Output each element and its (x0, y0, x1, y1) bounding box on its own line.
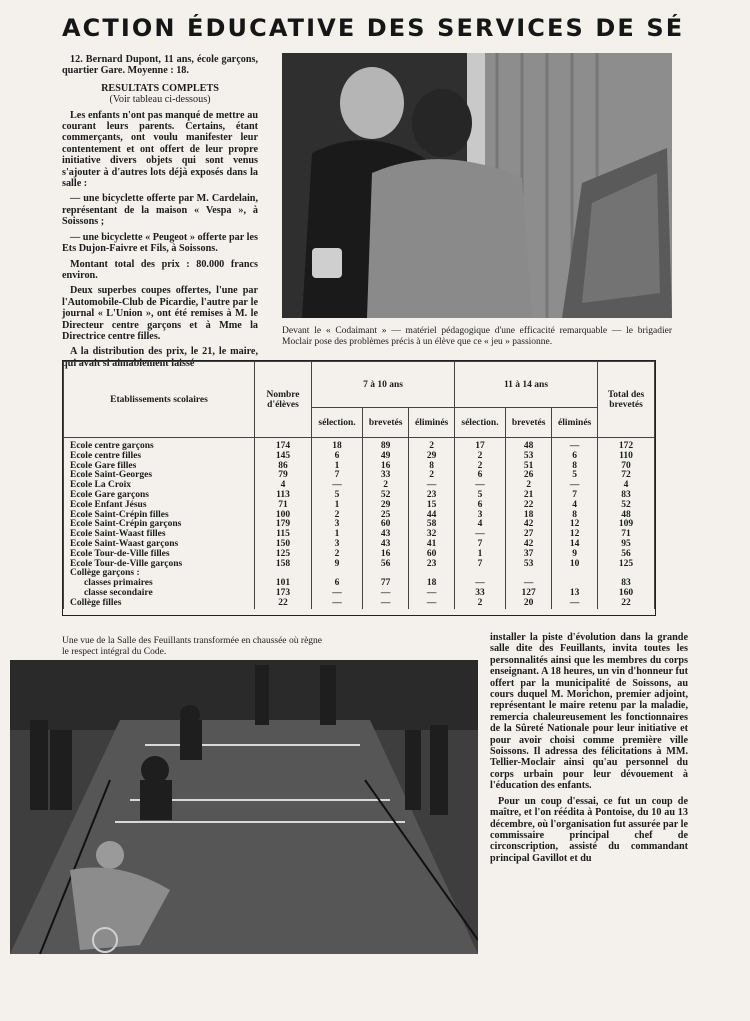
cell-elim2: 8 (552, 462, 598, 472)
cell-brev2: 51 (506, 462, 552, 472)
cell-brev2: 53 (506, 452, 552, 462)
cell-elim1: 15 (409, 501, 455, 511)
left-text-column (62, 54, 258, 373)
establishment-name: Ecole Gare garçons (64, 491, 255, 501)
paragraph: 12. Bernard Dupont, 11 ans, école garçons, quartier Gare. Moyenne : 18. (62, 54, 258, 77)
cell-pupils: 101 (255, 579, 312, 589)
cell-pupils: 125 (255, 550, 312, 560)
cell-brev1: 56 (363, 560, 409, 570)
cell-pupils: 22 (255, 599, 312, 609)
cell-total: 95 (598, 540, 655, 550)
cell-sel1: — (312, 481, 363, 491)
establishment-name: Ecole La Croix (64, 481, 255, 491)
cell-brev1: 52 (363, 491, 409, 501)
establishment-name: classes primaires (64, 579, 255, 589)
cell-brev2: 48 (506, 438, 552, 452)
cell-sel2: 6 (454, 501, 505, 511)
cell-elim2: — (552, 599, 598, 609)
establishment-name: Ecole Saint-Waast garçons (64, 540, 255, 550)
cell-elim1: 2 (409, 438, 455, 452)
paragraph: — une bicyclette « Peugeot » offerte par les Ets Dujon-Faivre et Fils, à Soissons. (62, 231, 258, 255)
cell-brev2: 22 (506, 501, 552, 511)
establishment-name: Ecole Saint-Georges (64, 471, 255, 481)
cell-brev1: 89 (363, 438, 409, 452)
paragraph: Les enfants n'ont pas manqué de mettre au courant leurs parents. Certains, étant commerçants, ont voulu manifester leur contentement et ont offert de leur propre initiative divers objets qui sont venus s'ajouter à d'autres lots déjà exposés dans la salle : (62, 109, 258, 190)
cell-sel1: 1 (312, 530, 363, 540)
cell-brev2: 27 (506, 530, 552, 540)
top-photo-caption: Devant le « Codaimant » — matériel pédagogique d'une efficacité remarquable — le brigadier Moclair pose des problèmes précis à un élève que ce « jeu » passionne. (282, 326, 672, 347)
paragraph: A la distribution des prix, le 21, le maire, qui avait si aimablement laissé (62, 346, 258, 369)
cell-pupils: 179 (255, 520, 312, 530)
table-row (64, 462, 655, 472)
cell-sel2: 5 (454, 491, 505, 501)
cell-elim1: 23 (409, 491, 455, 501)
cell-pupils: 4 (255, 481, 312, 491)
cell-total: 125 (598, 560, 655, 570)
cell-pupils: 145 (255, 452, 312, 462)
cell-pupils: 71 (255, 501, 312, 511)
paragraph: Deux superbes coupes offertes, l'une par l'Automobile-Club de Picardie, l'autre par le journal « L'Union », ont été remises à M. le Directeur centre garçons et à Mme la Directrice centre filles. (62, 285, 258, 342)
cell-elim1: — (409, 481, 455, 491)
cell-total: 83 (598, 579, 655, 589)
cell-sel2: 6 (454, 471, 505, 481)
cell-total: 71 (598, 530, 655, 540)
establishment-name: Collège garçons : (64, 569, 255, 579)
table-row (64, 481, 655, 491)
header-elimines: éliminés (552, 408, 598, 438)
cell-pupils: 100 (255, 511, 312, 521)
section-heading: RESULTATS COMPLETS (101, 82, 219, 94)
cell-sel2: 7 (454, 540, 505, 550)
cell-elim1: 44 (409, 511, 455, 521)
cell-elim2: 4 (552, 501, 598, 511)
header-brevetes: brevetés (506, 408, 552, 438)
establishment-name: Ecole Saint-Waast filles (64, 530, 255, 540)
page-title: ACTION ÉDUCATIVE DES SERVICES DE SÉ (62, 14, 685, 42)
cell-sel1: 2 (312, 511, 363, 521)
photo-brigadier-and-pupil (282, 53, 672, 318)
cell-sel2: 4 (454, 520, 505, 530)
right-text-column (490, 632, 688, 868)
cell-sel2: 33 (454, 589, 505, 599)
cell-elim2: 12 (552, 520, 598, 530)
cell-brev1: 60 (363, 520, 409, 530)
header-selection: sélection. (312, 408, 363, 438)
cell-elim1: — (409, 599, 455, 609)
paragraph: Pour un coup d'essai, ce fut un coup de maître, et l'on réédita à Pontoise, du 10 au 13 décembre, où l'organisation fut assurée par le commissaire principal chef de circonscription, assisté du commandant principal Gavillot et du (490, 795, 688, 864)
header-pupils: Nombre d'élèves (255, 362, 312, 438)
cell-brev2: 37 (506, 550, 552, 560)
header-elimines: éliminés (409, 408, 455, 438)
cell-sel2: 2 (454, 462, 505, 472)
cell-elim1: 29 (409, 452, 455, 462)
cell-brev1: 49 (363, 452, 409, 462)
cell-total: 48 (598, 511, 655, 521)
establishment-name: Ecole centre garçons (64, 438, 255, 452)
table-row (64, 471, 655, 481)
cell-brev1: 2 (363, 481, 409, 491)
cell-brev1: 16 (363, 462, 409, 472)
photo-cycling-track (10, 660, 478, 954)
cell-elim2: 5 (552, 471, 598, 481)
header-establishments: Etablissements scolaires (64, 362, 255, 438)
cell-total: 52 (598, 501, 655, 511)
cell-sel1: 2 (312, 550, 363, 560)
establishment-name: Ecole Tour-de-Ville filles (64, 550, 255, 560)
cell-brev1: — (363, 589, 409, 599)
cell-brev2: 21 (506, 491, 552, 501)
cell-brev1: 16 (363, 550, 409, 560)
header-brevetes: brevetés (363, 408, 409, 438)
cell-pupils: 158 (255, 560, 312, 570)
cell-elim1: 58 (409, 520, 455, 530)
paragraph: installer la piste d'évolution dans la grande salle dite des Feuillants, invita toutes les personnalités ainsi que les membres du corps enseignant. A 18 heures, un vin d'honneur fut offert par la municipalité de Soissons, au cours duquel M. Morichon, premier adjoint, représentant le maire retenu par la maladie, remercia chaleureusement les fonctionnaires de la Sûreté Nationale pour leur initiative et pour avoir choisi comme première ville Soissons. Il adressa des félicitations à MM. Tellier-Moclair ainsi qu'au personnel du corps urbain pour leur dévouement à l'éducation des enfants. (490, 632, 688, 792)
cell-pupils: 86 (255, 462, 312, 472)
cell-sel1: 6 (312, 579, 363, 589)
cell-brev2: — (506, 579, 552, 589)
cell-elim2: 7 (552, 491, 598, 501)
cell-pupils: 173 (255, 589, 312, 599)
cell-elim1: 2 (409, 471, 455, 481)
cell-pupils: 115 (255, 530, 312, 540)
cell-pupils: 174 (255, 438, 312, 452)
cell-elim1: 32 (409, 530, 455, 540)
cell-total: 83 (598, 491, 655, 501)
top-photo (282, 53, 672, 318)
cell-sel1: 9 (312, 560, 363, 570)
bottom-photo (10, 660, 478, 954)
cell-sel1: — (312, 589, 363, 599)
cell-elim2: 14 (552, 540, 598, 550)
cell-total: 4 (598, 481, 655, 491)
cell-sel1: — (312, 599, 363, 609)
cell-total: 22 (598, 599, 655, 609)
cell-total: 172 (598, 438, 655, 452)
establishment-name: Ecole Saint-Crépin filles (64, 511, 255, 521)
cell-elim2 (552, 569, 598, 579)
cell-elim2: 6 (552, 452, 598, 462)
cell-sel2: — (454, 530, 505, 540)
cell-sel1: 3 (312, 540, 363, 550)
cell-sel1: 6 (312, 452, 363, 462)
cell-sel2: 1 (454, 550, 505, 560)
establishment-name: Collège filles (64, 599, 255, 609)
cell-elim2: 8 (552, 511, 598, 521)
cell-sel1: 7 (312, 471, 363, 481)
cell-brev2: 42 (506, 520, 552, 530)
section-subheading: (Voir tableau ci-dessous) (109, 94, 211, 106)
table-row (64, 560, 655, 570)
cell-total: 160 (598, 589, 655, 599)
cell-elim1: 41 (409, 540, 455, 550)
cell-brev2: 18 (506, 511, 552, 521)
cell-brev1: 43 (363, 530, 409, 540)
paragraph: — une bicyclette offerte par M. Cardelain, représentant de la maison « Vespa », à Soissons ; (62, 193, 258, 228)
cell-brev2: 2 (506, 481, 552, 491)
cell-sel1: 1 (312, 501, 363, 511)
cell-elim2: 10 (552, 560, 598, 570)
cell-sel2: 17 (454, 438, 505, 452)
cell-total: 56 (598, 550, 655, 560)
cell-elim1: — (409, 589, 455, 599)
cell-pupils: 79 (255, 471, 312, 481)
cell-brev2: 26 (506, 471, 552, 481)
table-row (64, 452, 655, 462)
establishment-name: Ecole Tour-de-Ville garçons (64, 560, 255, 570)
cell-elim1: 18 (409, 579, 455, 589)
cell-sel1: 1 (312, 462, 363, 472)
cell-brev2: 53 (506, 560, 552, 570)
cell-pupils: 113 (255, 491, 312, 501)
establishment-name: Ecole Enfant Jésus (64, 501, 255, 511)
cell-sel2: — (454, 579, 505, 589)
cell-brev1: 77 (363, 579, 409, 589)
cell-sel1: 5 (312, 491, 363, 501)
cell-total: 109 (598, 520, 655, 530)
results-table (62, 360, 656, 616)
cell-elim2: 12 (552, 530, 598, 540)
cell-brev1: 29 (363, 501, 409, 511)
table-row (64, 599, 655, 609)
cell-elim1: 8 (409, 462, 455, 472)
header-selection: sélection. (454, 408, 505, 438)
cell-elim1: 23 (409, 560, 455, 570)
cell-elim2: — (552, 481, 598, 491)
cell-brev2: 127 (506, 589, 552, 599)
cell-elim2: 9 (552, 550, 598, 560)
establishment-name: Ecole Gare filles (64, 462, 255, 472)
cell-pupils: 150 (255, 540, 312, 550)
establishment-name: Ecole Saint-Crépin garçons (64, 520, 255, 530)
cell-brev1: 33 (363, 471, 409, 481)
cell-brev1: — (363, 599, 409, 609)
cell-sel1: 3 (312, 520, 363, 530)
bottom-photo-caption: Une vue de la Salle des Feuillants transformée en chaussée où règne le respect intégral du Code. (62, 636, 322, 657)
establishment-name: Ecole centre filles (64, 452, 255, 462)
establishment-name: classe secondaire (64, 589, 255, 599)
cell-sel2: 2 (454, 452, 505, 462)
cell-elim2: — (552, 438, 598, 452)
header-total: Total des brevetés (598, 362, 655, 438)
cell-total: 72 (598, 471, 655, 481)
table-row (64, 438, 655, 452)
cell-elim1: 60 (409, 550, 455, 560)
cell-brev1: 25 (363, 511, 409, 521)
table-row (64, 589, 655, 599)
cell-total: 110 (598, 452, 655, 462)
cell-brev2: 42 (506, 540, 552, 550)
cell-sel2: 7 (454, 560, 505, 570)
cell-total: 70 (598, 462, 655, 472)
header-age-11-14: 11 à 14 ans (454, 362, 597, 408)
cell-sel2: 3 (454, 511, 505, 521)
paragraph: Montant total des prix : 80.000 francs environ. (62, 258, 258, 281)
table-row (64, 491, 655, 501)
cell-brev2: 20 (506, 599, 552, 609)
cell-sel2: 2 (454, 599, 505, 609)
cell-brev1: 43 (363, 540, 409, 550)
cell-sel2: — (454, 481, 505, 491)
header-age-7-10: 7 à 10 ans (312, 362, 455, 408)
cell-sel1: 18 (312, 438, 363, 452)
cell-elim2: 13 (552, 589, 598, 599)
